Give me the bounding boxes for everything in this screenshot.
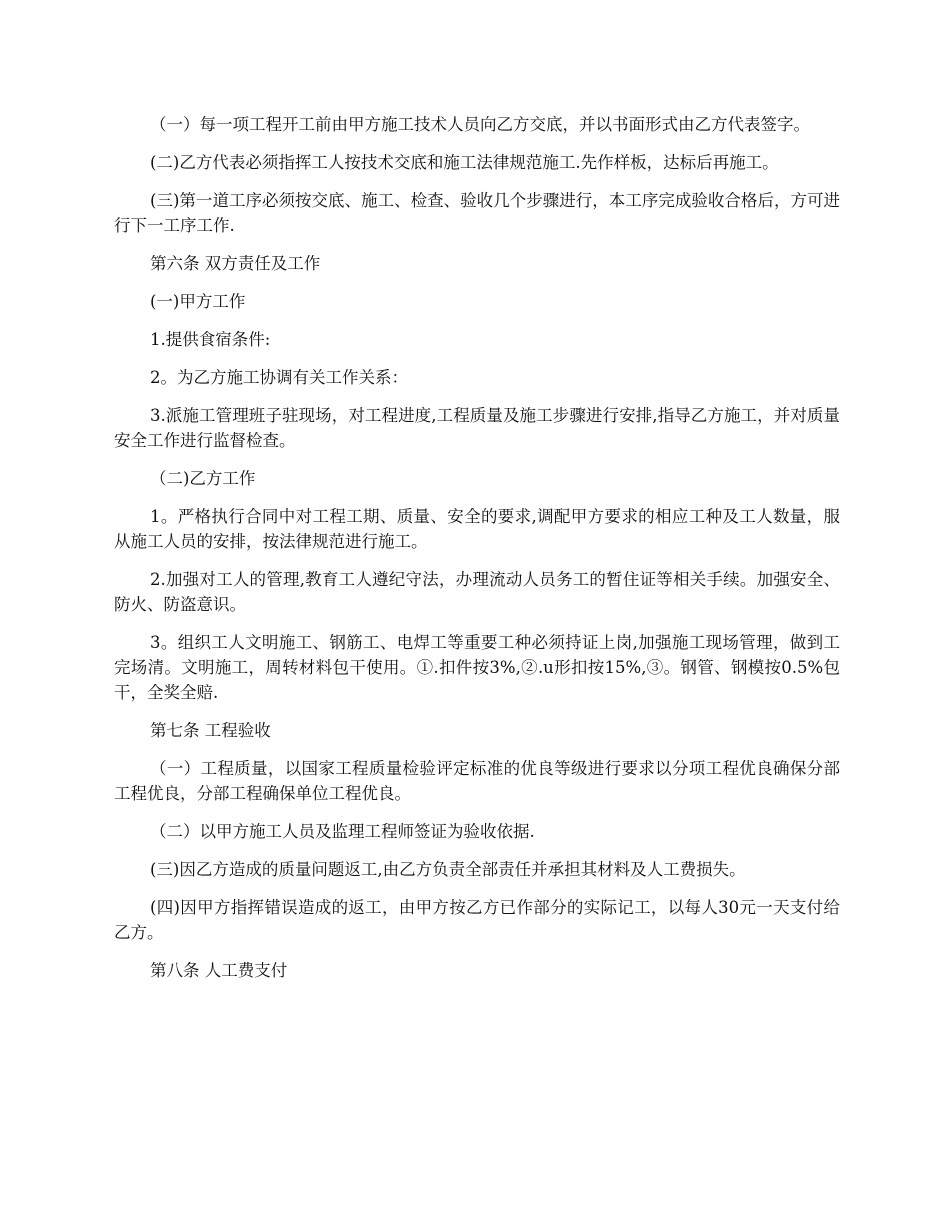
article-6-b-3: 3。组织工人文明施工、钢筋工、电焊工等重要工种必须持证上岗,加强施工现场管理，做到工完场清。文明施工，周转材料包干使用。①.扣件按3%,②.u形扣按15%,③。钢管、钢模按0.5%包干，全奖全赔. — [114, 633, 840, 702]
article-6-heading: 第六条 双方责任及工作 — [150, 254, 321, 273]
article-7-item-1: （一）工程质量，以国家工程质量检验评定标准的优良等级进行要求以分项工程优良确保分部工程优良，分部工程确保单位工程优良。 — [114, 759, 840, 803]
clause-5-item-2: (二)乙方代表必须指挥工人按技术交底和施工法律规范施工.先作样板，达标后再施工。 — [150, 153, 779, 172]
article-6-party-a-heading: (一)甲方工作 — [150, 292, 246, 311]
document-page — [114, 112, 840, 996]
article-6-b-1: 1。严格执行合同中对工程工期、质量、安全的要求,调配甲方要求的相应工种及工人数量，服从施工人员的安排，按法律规范进行施工。 — [114, 507, 840, 551]
article-6-a-2: 2。为乙方施工协调有关工作关系： — [150, 368, 408, 387]
article-6-party-b-heading: （二)乙方工作 — [150, 469, 256, 488]
article-7-item-2: （二）以甲方施工人员及监理工程师签证为验收依据. — [150, 822, 535, 841]
article-8-heading: 第八条 人工费支付 — [150, 961, 288, 980]
clause-5-item-1: （一）每一项工程开工前由甲方施工技术人员向乙方交底，并以书面形式由乙方代表签字。 — [150, 115, 810, 134]
article-7-heading: 第七条 工程验收 — [150, 721, 271, 740]
article-6-b-2: 2.加强对工人的管理,教育工人遵纪守法，办理流动人员务工的暂住证等相关手续。加强安全、防火、防盗意识。 — [114, 570, 840, 614]
article-7-item-3: (三)因乙方造成的质量问题返工,由乙方负责全部责任并承担其材料及人工费损失。 — [150, 860, 746, 879]
article-6-a-1: 1.提供食宿条件: — [150, 330, 271, 349]
article-6-a-3: 3.派施工管理班子驻现场，对工程进度,工程质量及施工步骤进行安排,指导乙方施工，并对质量安全工作进行监督检查。 — [114, 406, 840, 450]
article-7-item-4: (四)因甲方指挥错误造成的返工，由甲方按乙方已作部分的实际记工，以每人30元一天支付给乙方。 — [114, 898, 840, 942]
clause-5-item-3: (三)第一道工序必须按交底、施工、检查、验收几个步骤进行，本工序完成验收合格后，方可进行下一工序工作. — [114, 191, 840, 235]
